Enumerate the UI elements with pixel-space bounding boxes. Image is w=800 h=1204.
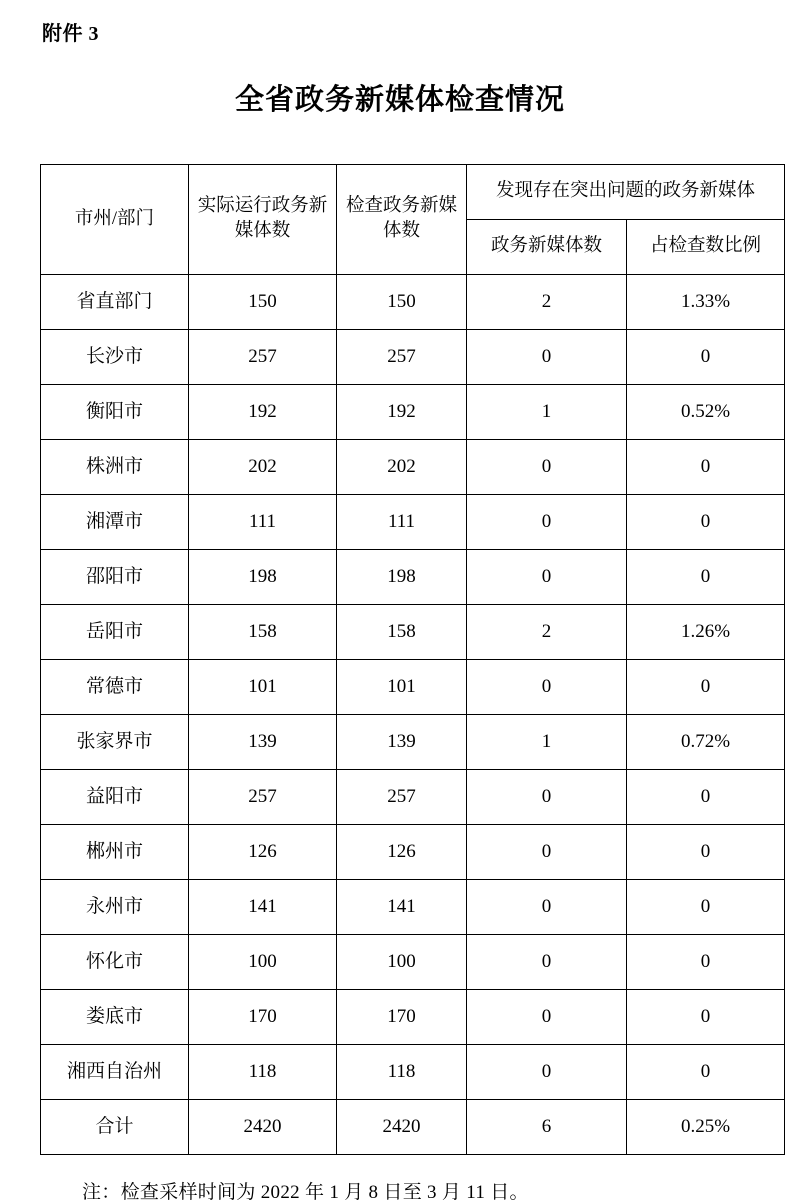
cell-issue-ratio: 0 [627, 879, 785, 934]
cell-issue-count: 0 [467, 329, 627, 384]
cell-issue-count: 0 [467, 879, 627, 934]
table-note: 注：检查采样时间为 2022 年 1 月 8 日至 3 月 11 日。 [82, 1181, 529, 1203]
cell-region: 张家界市 [41, 714, 189, 769]
column-header-issue-group: 发现存在突出问题的政务新媒体 [467, 164, 785, 219]
cell-region: 湘西自治州 [41, 1044, 189, 1099]
cell-actual: 202 [189, 439, 337, 494]
cell-actual: 170 [189, 989, 337, 1044]
table-header-row-1 [41, 164, 785, 219]
cell-issue-ratio: 0 [627, 1044, 785, 1099]
cell-region: 株洲市 [41, 439, 189, 494]
cell-checked: 100 [337, 934, 467, 989]
cell-checked: 101 [337, 659, 467, 714]
cell-checked: 126 [337, 824, 467, 879]
page-title: 全省政务新媒体检查情况 [234, 84, 565, 116]
cell-region: 娄底市 [41, 989, 189, 1044]
cell-issue-count: 0 [467, 494, 627, 549]
table-row [41, 934, 785, 989]
cell-checked: 170 [337, 989, 467, 1044]
cell-region: 邵阳市 [41, 549, 189, 604]
table-row [41, 439, 785, 494]
cell-region: 常德市 [41, 659, 189, 714]
cell-checked: 111 [337, 494, 467, 549]
cell-issue-count: 0 [467, 1044, 627, 1099]
cell-region: 永州市 [41, 879, 189, 934]
cell-actual: 118 [189, 1044, 337, 1099]
cell-checked: 257 [337, 329, 467, 384]
cell-region: 郴州市 [41, 824, 189, 879]
cell-actual: 257 [189, 769, 337, 824]
cell-issue-count: 0 [467, 769, 627, 824]
cell-issue-count: 2 [467, 604, 627, 659]
table-row [41, 879, 785, 934]
cell-actual: 111 [189, 494, 337, 549]
cell-issue-ratio: 0 [627, 329, 785, 384]
cell-issue-count: 0 [467, 934, 627, 989]
cell-checked: 202 [337, 439, 467, 494]
cell-issue-count: 0 [467, 989, 627, 1044]
cell-issue-count: 0 [467, 549, 627, 604]
table-row-total [41, 1099, 785, 1154]
cell-issue-count: 0 [467, 659, 627, 714]
cell-issue-ratio: 0 [627, 659, 785, 714]
cell-checked: 192 [337, 384, 467, 439]
cell-issue-ratio: 0 [627, 934, 785, 989]
cell-region: 湘潭市 [41, 494, 189, 549]
cell-issue-ratio: 1.26% [627, 604, 785, 659]
inspection-table [40, 164, 785, 1155]
cell-issue-ratio: 0 [627, 439, 785, 494]
cell-issue-ratio: 0 [627, 989, 785, 1044]
cell-checked: 158 [337, 604, 467, 659]
cell-issue-ratio: 0.52% [627, 384, 785, 439]
table-row [41, 989, 785, 1044]
table-row [41, 329, 785, 384]
cell-issue-count: 0 [467, 824, 627, 879]
table-row [41, 494, 785, 549]
column-header-checked: 检查政务新媒体数 [337, 164, 467, 274]
cell-actual: 198 [189, 549, 337, 604]
table-row [41, 714, 785, 769]
cell-region: 合计 [41, 1099, 189, 1154]
cell-checked: 2420 [337, 1099, 467, 1154]
table-row [41, 549, 785, 604]
cell-issue-ratio: 0 [627, 824, 785, 879]
table-body [41, 274, 785, 1154]
cell-checked: 139 [337, 714, 467, 769]
cell-region: 省直部门 [41, 274, 189, 329]
cell-actual: 2420 [189, 1099, 337, 1154]
cell-actual: 101 [189, 659, 337, 714]
cell-actual: 192 [189, 384, 337, 439]
cell-issue-count: 1 [467, 714, 627, 769]
cell-issue-ratio: 0.72% [627, 714, 785, 769]
inspection-table-container [40, 164, 760, 1155]
cell-region: 怀化市 [41, 934, 189, 989]
table-row [41, 824, 785, 879]
cell-issue-count: 1 [467, 384, 627, 439]
cell-issue-count: 0 [467, 439, 627, 494]
cell-issue-ratio: 0 [627, 549, 785, 604]
table-header [41, 164, 785, 274]
cell-actual: 158 [189, 604, 337, 659]
cell-issue-count: 6 [467, 1099, 627, 1154]
cell-actual: 141 [189, 879, 337, 934]
cell-region: 岳阳市 [41, 604, 189, 659]
cell-issue-ratio: 0.25% [627, 1099, 785, 1154]
table-row [41, 274, 785, 329]
cell-actual: 100 [189, 934, 337, 989]
cell-region: 长沙市 [41, 329, 189, 384]
table-row [41, 659, 785, 714]
cell-region: 益阳市 [41, 769, 189, 824]
attachment-label: 附件 3 [42, 23, 99, 45]
cell-actual: 150 [189, 274, 337, 329]
cell-issue-ratio: 1.33% [627, 274, 785, 329]
column-header-actual-running: 实际运行政务新媒体数 [189, 164, 337, 274]
cell-actual: 126 [189, 824, 337, 879]
cell-checked: 198 [337, 549, 467, 604]
cell-checked: 141 [337, 879, 467, 934]
table-row [41, 384, 785, 439]
cell-checked: 118 [337, 1044, 467, 1099]
table-row [41, 769, 785, 824]
cell-issue-count: 2 [467, 274, 627, 329]
cell-region: 衡阳市 [41, 384, 189, 439]
column-header-region: 市州/部门 [41, 164, 189, 274]
cell-checked: 150 [337, 274, 467, 329]
cell-issue-ratio: 0 [627, 494, 785, 549]
table-row [41, 604, 785, 659]
table-row [41, 1044, 785, 1099]
cell-issue-ratio: 0 [627, 769, 785, 824]
column-header-issue-count: 政务新媒体数 [467, 219, 627, 274]
cell-actual: 257 [189, 329, 337, 384]
cell-actual: 139 [189, 714, 337, 769]
column-header-issue-ratio: 占检查数比例 [627, 219, 785, 274]
cell-checked: 257 [337, 769, 467, 824]
